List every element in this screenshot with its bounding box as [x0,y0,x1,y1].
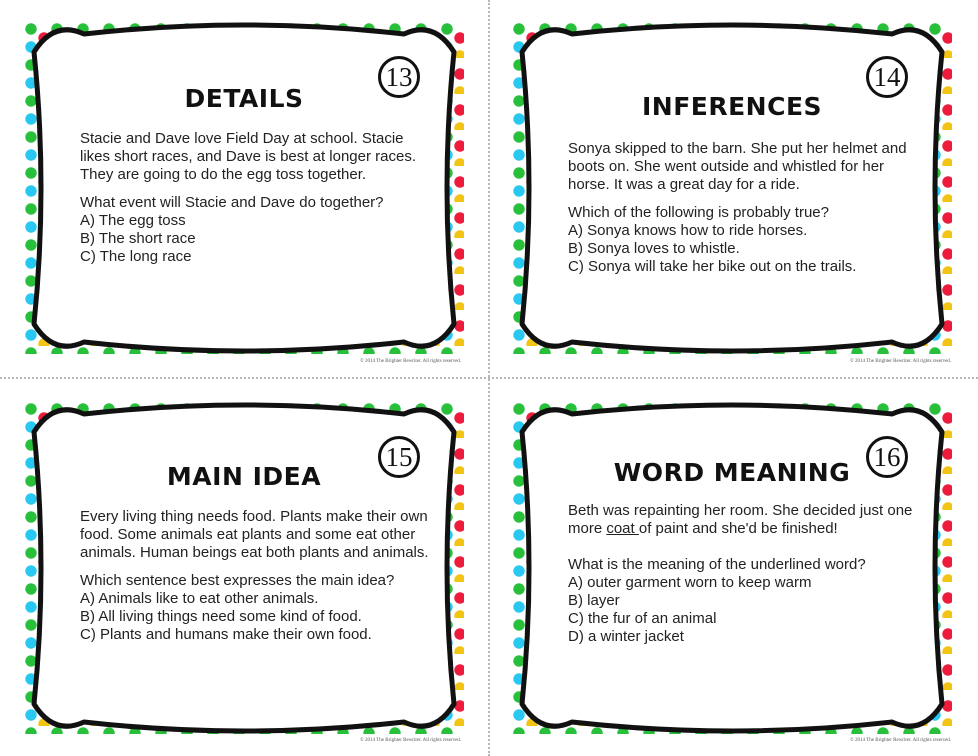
copyright-note: © 2014 The Brighter Rewriter. All rights reserved. [360,738,462,743]
card-title: WORD MEANING [613,458,851,487]
answer-option: C) Sonya will take her bike out on the trails. [568,258,857,275]
card-number-badge: 15 [378,436,420,478]
answer-option: A) Animals like to eat other animals. [80,590,319,607]
task-card-14 [502,12,962,364]
answer-option: A) outer garment worn to keep warm [568,574,812,591]
answer-option: B) All living things need some kind of food. [80,608,362,625]
passage-text: Sonya skipped to the barn. She put her helmet and boots on. She went outside and whistled for her horse. It was a great day for a ride. [568,140,907,193]
copyright-note: © 2014 The Brighter Rewriter. All rights reserved. [850,359,952,364]
question-text: What is the meaning of the underlined word? [568,556,866,573]
answer-option: A) The egg toss [80,212,186,229]
passage-text: Stacie and Dave love Field Day at school. Stacie likes short races, and Dave is best at longer races. They are going to do the egg toss together. [80,130,416,183]
card-title: MAIN IDEA [166,462,322,491]
passage-text-end: of paint and she'd be finished! [638,520,838,537]
copyright-note: © 2014 The Brighter Rewriter. All rights reserved. [850,738,952,743]
underlined-word: coat [606,520,639,537]
card-title: DETAILS [184,84,304,113]
card-title: INFERENCES [641,92,823,121]
task-card-13 [14,12,474,364]
answer-option: A) Sonya knows how to ride horses. [568,222,808,239]
answer-option: C) Plants and humans make their own food. [80,626,372,643]
answer-option: C) the fur of an animal [568,610,717,627]
answer-option: D) a winter jacket [568,628,684,645]
passage-text: Every living thing needs food. Plants make their own food. Some animals eat plants and some eat other animals. Human beings eat both plants and animals. [80,508,429,561]
answer-option: C) The long race [80,248,192,265]
card-number-badge: 14 [866,56,908,98]
card-number-badge: 13 [378,56,420,98]
answer-option: B) layer [568,592,620,609]
passage-text-start: Beth was repainting her room. She decided just one more [568,502,913,537]
copyright-note: © 2014 The Brighter Rewriter. All rights reserved. [360,359,462,364]
answer-option: B) The short race [80,230,196,247]
card-body [80,130,432,266]
question-text: Which of the following is probably true? [568,204,829,221]
question-text: Which sentence best expresses the main idea? [80,572,395,589]
question-text: What event will Stacie and Dave do together? [80,194,384,211]
answer-option: B) Sonya loves to whistle. [568,240,740,257]
card-body [568,140,920,276]
card-number-badge: 16 [866,436,908,478]
